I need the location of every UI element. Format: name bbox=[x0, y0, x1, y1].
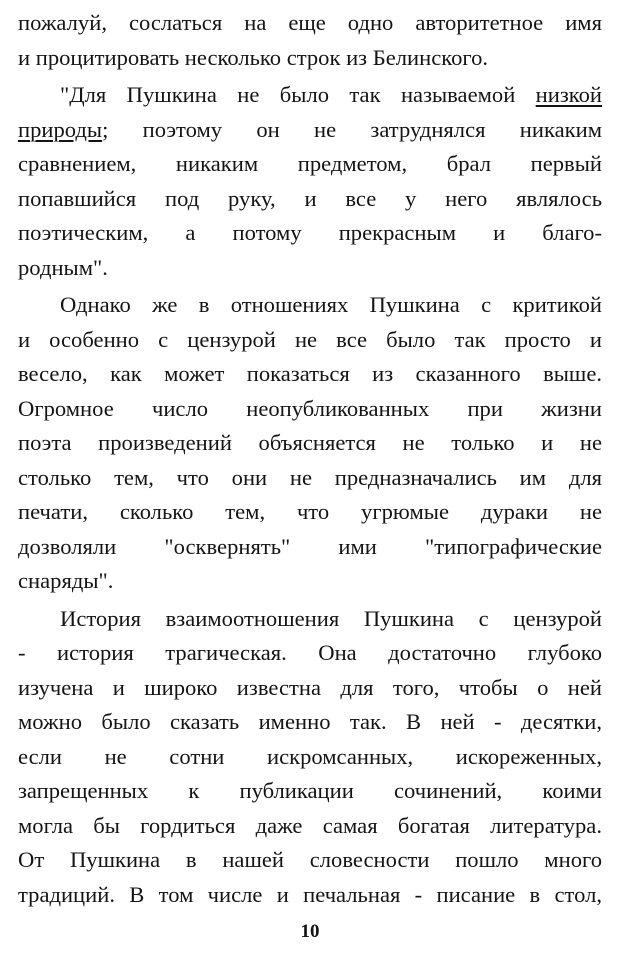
text-line: весело, как может показаться из сказанного выше. bbox=[18, 361, 602, 386]
paragraph bbox=[18, 6, 602, 75]
text-line: поэтическим, а потому прекрасным и благо- bbox=[18, 220, 602, 245]
page-number: 10 bbox=[300, 921, 320, 942]
text-line: запрещенных к публикации сочинений, коими bbox=[18, 778, 602, 803]
text-line: могла бы гордиться даже самая богатая литература. bbox=[18, 812, 602, 838]
text-line: можно было сказать именно так. В ней - десятки, bbox=[18, 709, 602, 734]
text-line: столько тем, что они не предназначались им для bbox=[18, 464, 602, 490]
text-line: и особенно с цензурой не все было так просто и bbox=[18, 326, 602, 352]
text-line: дозволяли "осквернять" ими "типографические bbox=[18, 533, 602, 559]
text-line bbox=[18, 113, 602, 148]
text-line: сравнением, никаким предметом, брал первый bbox=[18, 151, 602, 176]
text-line: попавшийся под руку, и все у него являлось bbox=[18, 185, 602, 211]
text-line: снаряды". bbox=[18, 568, 114, 593]
page-body bbox=[18, 6, 602, 912]
text-line: От Пушкина в нашей словесности пошло много bbox=[18, 847, 602, 872]
paragraph bbox=[18, 602, 602, 913]
paragraph bbox=[18, 288, 602, 599]
text-line: пожалуй, сослаться на еще одно авторитетное имя bbox=[18, 10, 602, 35]
text-line: и процитировать несколько строк из Белинского. bbox=[18, 44, 489, 70]
text-line: Огромное число неопубликованных при жизни bbox=[18, 395, 602, 421]
text-line: История взаимоотношения Пушкина с цензурой bbox=[60, 605, 602, 631]
text-line: если не сотни искромсанных, искореженных, bbox=[18, 743, 602, 769]
text-fragment: ; поэтому он не затруднялся никаким bbox=[102, 116, 602, 142]
text-line: поэта произведений объясняется не только и не bbox=[18, 430, 602, 455]
text-line: печати, сколько тем, что угрюмые дураки не bbox=[18, 499, 602, 524]
quote-start: "Для Пушкина не было так называемой bbox=[60, 82, 536, 107]
underlined-word: природы bbox=[18, 116, 103, 142]
text-line bbox=[18, 78, 602, 113]
paragraph bbox=[18, 78, 602, 285]
text-line: родным". bbox=[18, 254, 108, 280]
text-line: - история трагическая. Она достаточно глубоко bbox=[18, 640, 602, 665]
text-line: Однако же в отношениях Пушкина с критикой bbox=[60, 292, 602, 317]
text-line: изучена и широко известна для того, чтобы о ней bbox=[18, 674, 602, 700]
text-line: традиций. В том числе и печальная - писание в стол, bbox=[18, 881, 602, 907]
underlined-word: низкой bbox=[535, 82, 602, 107]
